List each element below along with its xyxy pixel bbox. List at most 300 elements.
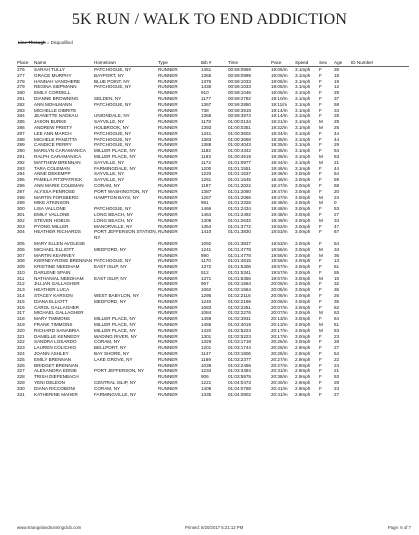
place-cell: 323 — [17, 345, 25, 351]
column-header: Place — [17, 60, 34, 67]
type-cell: RUNNER — [158, 72, 178, 78]
sex-cell: F — [319, 177, 322, 183]
name-cell: ANN MARIE COLEMAN — [34, 182, 84, 188]
hometown-cell: PORT WASHINGTON, NY — [94, 188, 149, 194]
disqualified-legend — [18, 40, 73, 45]
pace-cell: 19:05/m — [271, 84, 288, 90]
speed-cell: 2.9mph — [295, 391, 311, 397]
speed-cell: 3.1mph — [295, 90, 311, 96]
age-cell: 29 — [334, 90, 340, 96]
pace-cell: 20:13/m — [271, 322, 288, 328]
age-cell: 13 — [334, 258, 340, 264]
place-cell: 325 — [17, 356, 25, 362]
hometown-cell: PATCHOGUE, NY — [94, 67, 132, 72]
column-header: Bib # — [201, 60, 228, 67]
bib-cell: 981 — [201, 200, 209, 206]
speed-cell: 3.0mph — [295, 281, 311, 287]
age-cell: 26 — [334, 293, 340, 299]
speed-cell: 3.0mph — [295, 293, 311, 299]
time-cell: 01:03:2377 — [228, 356, 251, 362]
pace-cell: 19:48/m — [271, 206, 288, 212]
hometown-cell: MANORVILLE, NY — [94, 223, 133, 229]
speed-cell: 3.0mph — [295, 298, 311, 304]
speed-cell: 3.0mph — [295, 269, 311, 275]
age-cell: 29 — [334, 142, 340, 148]
speed-cell: 3.1mph — [295, 101, 311, 107]
sex-cell: F — [319, 142, 322, 148]
bib-cell: 1387 — [201, 188, 212, 194]
id-cell — [351, 392, 409, 398]
name-cell: KATHERINE MAHER — [34, 391, 78, 397]
name-cell: SANDRA LOSARDO — [34, 339, 77, 345]
time-cell: 01:03:1744 — [228, 345, 251, 351]
type-cell: RUNNER — [158, 211, 178, 217]
place-cell: 324 — [17, 351, 25, 357]
pace-cell: 19:47/m — [271, 182, 288, 188]
hometown-cell: PATCHOGUE, NY — [94, 101, 132, 107]
hometown-cell: HOLBROOK, NY — [94, 124, 129, 130]
name-cell: MARY TIMMONS — [34, 316, 70, 322]
type-cell: RUNNER — [158, 165, 178, 171]
pace-cell: 20:41/m — [271, 385, 288, 391]
type-cell: RUNNER — [158, 78, 178, 84]
name-cell: JEANETTE NADEAU — [34, 113, 78, 119]
sex-cell: F — [319, 171, 322, 177]
place-cell: 305 — [17, 240, 25, 246]
type-cell: RUNNER — [158, 148, 178, 154]
time-cell: 01:00:4342 — [228, 148, 251, 154]
sex-cell: F — [319, 148, 322, 154]
age-cell: 24 — [334, 385, 340, 391]
type-cell: RUNNER — [158, 362, 178, 368]
column-header: Sex — [319, 60, 334, 67]
sex-cell: F — [319, 240, 322, 246]
time-cell: 01:02:4019 — [228, 322, 251, 328]
column-header: Hometown — [94, 60, 158, 67]
type-cell: RUNNER — [158, 351, 178, 357]
time-cell: 01:03:3494 — [228, 368, 251, 374]
results-body — [17, 67, 409, 398]
bib-cell: 1172 — [201, 159, 211, 165]
sex-cell: M — [319, 246, 323, 252]
hometown-cell: SAYVILLE, NY — [94, 171, 125, 177]
place-cell: 314 — [17, 293, 25, 299]
bib-cell: 1234 — [201, 368, 212, 374]
name-cell: MATTHEW BRENNAN — [34, 159, 81, 165]
pace-cell: 19:47/m — [271, 194, 288, 200]
pace-cell: 20:38/m — [271, 374, 288, 380]
bib-cell: 1261 — [201, 177, 212, 183]
age-cell: 63 — [334, 327, 340, 333]
time-cell: 01:03:5975 — [228, 374, 251, 380]
time-cell: 01:04:0473 — [228, 380, 251, 386]
name-cell: PAMELA FITZPATRICK — [34, 177, 83, 183]
hometown-cell: WEST BABYLON, NY — [94, 293, 140, 299]
place-cell: 279 — [17, 84, 25, 90]
place-cell: 295 — [17, 177, 25, 183]
footer-printed: Printed: 5/20/2017 5:21:12 PM — [185, 525, 244, 530]
pace-cell: 19:11/m — [271, 101, 288, 107]
speed-cell: 2.9mph — [295, 345, 311, 351]
speed-cell: 2.9mph — [295, 362, 311, 368]
pace-cell: 20:27/m — [271, 356, 288, 362]
bib-cell: 1092 — [201, 240, 212, 246]
place-cell: 296 — [17, 182, 25, 188]
hometown-cell: UNIONDALE, NY — [94, 113, 130, 119]
type-cell: RUNNER — [158, 240, 178, 246]
place-cell: 277 — [17, 72, 25, 78]
bib-cell: 1388 — [201, 142, 212, 148]
hometown-cell: WADING RIVER, NY — [94, 333, 137, 339]
sex-cell: F — [319, 333, 322, 339]
pace-cell: 19:05/m — [271, 90, 288, 96]
sex-cell: M — [319, 119, 323, 125]
name-cell: HANNAH VANOHERE — [34, 78, 81, 84]
hometown-cell: PATCHOGUE, NY — [94, 206, 132, 212]
time-cell: 01:01:3837 — [228, 240, 251, 246]
bib-cell: 1201 — [201, 345, 212, 351]
speed-cell: 3.1mph — [295, 67, 311, 72]
age-cell: 64 — [334, 316, 340, 322]
column-header: ID Number — [351, 60, 409, 67]
time-cell: 01:02:1564 — [228, 281, 251, 287]
speed-cell: 3.1mph — [295, 136, 311, 142]
age-cell: 67 — [334, 229, 340, 235]
age-cell: 27 — [334, 391, 340, 397]
name-cell: MARTIN FORSBERG — [34, 194, 79, 200]
sex-cell: F — [319, 316, 322, 322]
age-cell: 55 — [334, 269, 340, 275]
bib-cell: 1368 — [201, 113, 212, 119]
age-cell: 20 — [334, 188, 340, 194]
id-cell — [351, 229, 409, 241]
age-cell: 68 — [334, 182, 340, 188]
bib-cell: 1039 — [201, 362, 212, 368]
name-cell: MARY ELLEN AVOLESE — [34, 240, 86, 246]
type-cell: RUNNER — [158, 287, 178, 293]
type-cell: RUNNER — [158, 101, 178, 107]
name-cell: KIERNEY-ROSE BRENNAN — [34, 258, 93, 264]
place-cell: 302 — [17, 217, 25, 223]
table-row — [17, 392, 409, 398]
age-cell: 61 — [334, 322, 340, 328]
speed-cell: 3.1mph — [295, 119, 311, 125]
name-cell: JASON BURKE — [34, 119, 67, 125]
speed-cell: 3.0mph — [295, 264, 311, 270]
sex-cell: F — [319, 380, 322, 386]
hometown-cell: PATCHOGUE, NY — [94, 142, 132, 148]
speed-cell: 3.0mph — [295, 316, 311, 322]
type-cell: RUNNER — [158, 269, 178, 275]
time-cell: 01:02:5223 — [228, 333, 251, 339]
sex-cell: M — [319, 194, 323, 200]
place-cell: 329 — [17, 380, 25, 386]
sex-cell: F — [319, 258, 322, 264]
age-cell: 37 — [334, 95, 340, 101]
speed-cell: 3.0mph — [295, 252, 311, 258]
sex-cell: F — [319, 351, 322, 357]
bib-cell: 512 — [201, 269, 209, 275]
sex-cell: F — [319, 113, 322, 119]
column-header: Pace — [271, 60, 295, 67]
speed-cell: 3.0mph — [295, 223, 311, 229]
place-cell: 320 — [17, 327, 25, 333]
name-cell: CAROL GALLAGHER — [34, 304, 80, 310]
bib-cell: 1458 — [201, 322, 212, 328]
sex-cell: F — [319, 78, 322, 84]
place-cell: 319 — [17, 322, 25, 328]
pace-cell: 20:07/m — [271, 310, 288, 316]
name-cell: KRISTINE NEEDHAM — [34, 264, 80, 270]
pace-cell: 20:25/m — [271, 351, 288, 357]
type-cell: RUNNER — [158, 380, 178, 386]
type-cell: RUNNER — [158, 194, 178, 200]
place-cell: 292 — [17, 159, 25, 165]
place-cell: 291 — [17, 153, 25, 159]
hometown-cell: SAYVILLE, NY — [94, 177, 125, 183]
place-cell: 294 — [17, 171, 25, 177]
sex-cell: F — [319, 385, 322, 391]
sex-cell: F — [319, 101, 322, 107]
name-cell: SARAH TULLY — [34, 67, 65, 72]
time-cell: 01:00:0351 — [228, 124, 251, 130]
name-cell: MARTIN KEARNEY — [34, 252, 75, 258]
sex-cell: F — [319, 287, 322, 293]
age-cell: 59 — [334, 177, 340, 183]
age-cell: 24 — [334, 194, 340, 200]
type-cell: RUNNER — [158, 258, 178, 264]
time-cell: 01:01:2326 — [228, 200, 251, 206]
speed-cell: 3.1mph — [295, 95, 311, 101]
name-cell: JILLIAN GALLAGHER — [34, 281, 80, 287]
speed-cell: 3.1mph — [295, 72, 311, 78]
sex-cell: F — [319, 206, 322, 212]
speed-cell: 3.0mph — [295, 188, 311, 194]
bib-cell: 906 — [201, 374, 209, 380]
age-cell: 28 — [334, 380, 340, 386]
speed-cell: 3.0mph — [295, 171, 311, 177]
bib-cell: 890 — [201, 252, 209, 258]
sex-cell: F — [319, 345, 322, 351]
name-cell: JOANN ASHLEY — [34, 351, 69, 357]
pace-cell: 19:44/m — [271, 159, 288, 165]
place-cell: 299 — [17, 200, 25, 206]
place-cell: 330 — [17, 385, 25, 391]
pace-cell: 20:17/m — [271, 333, 288, 339]
type-cell: RUNNER — [158, 119, 178, 125]
time-cell: 01:01:3772 — [228, 223, 251, 229]
pace-cell: 19:56/m — [271, 252, 288, 258]
place-cell: 318 — [17, 316, 25, 322]
hometown-cell: PATCHOGUE, NY — [94, 84, 132, 90]
name-cell: MICHELLE DIBRITE — [34, 107, 77, 113]
pace-cell: 20:06/m — [271, 298, 288, 304]
hometown-cell: LONG BEACH, NY — [94, 211, 134, 217]
age-cell: 24 — [334, 362, 340, 368]
name-cell: MICHAEL GALLAGHER — [34, 310, 84, 316]
pace-cell: 19:34/m — [271, 130, 288, 136]
name-cell: MICHELE PANZITTA — [34, 136, 78, 142]
time-cell: 01:03:2456 — [228, 362, 251, 368]
type-cell: RUNNER — [158, 246, 178, 252]
type-cell: RUNNER — [158, 293, 178, 299]
place-cell: 315 — [17, 298, 25, 304]
speed-cell: 3.0mph — [295, 333, 311, 339]
bib-cell: 1170 — [201, 258, 211, 264]
pace-cell: 19:47/m — [271, 188, 288, 194]
name-cell: ALEXANDRA EDNIE — [34, 368, 77, 374]
age-cell: 54 — [334, 171, 340, 177]
age-cell: 53 — [334, 206, 340, 212]
age-cell: 34 — [334, 107, 340, 113]
place-cell: 310 — [17, 269, 25, 275]
name-cell: HEATHER LUCA — [34, 287, 70, 293]
bib-cell: 1354 — [201, 223, 212, 229]
type-cell: RUNNER — [158, 264, 178, 270]
bib-cell: 1169 — [201, 356, 211, 362]
pace-cell: 19:46/m — [271, 177, 288, 183]
type-cell: RUNNER — [158, 368, 178, 374]
type-cell: RUNNER — [158, 171, 178, 177]
pace-cell: 19:35/m — [271, 136, 288, 142]
speed-cell: 3.0mph — [295, 182, 311, 188]
bib-cell: 1083 — [201, 304, 212, 310]
place-cell: 317 — [17, 310, 25, 316]
hometown-cell: EAST ISLIP, NY — [94, 275, 127, 281]
pace-cell: 19:05/m — [271, 78, 288, 84]
bib-cell: 1147 — [201, 351, 211, 357]
place-cell: 288 — [17, 136, 25, 142]
sex-cell: F — [319, 165, 322, 171]
pace-cell: 20:40/m — [271, 380, 288, 386]
sex-cell: F — [319, 304, 322, 310]
speed-cell: 3.0mph — [295, 240, 311, 246]
sex-cell: F — [319, 188, 322, 194]
bib-cell: 1409 — [201, 385, 212, 391]
place-cell: 321 — [17, 333, 25, 339]
type-cell: RUNNER — [158, 374, 178, 380]
sex-cell: F — [319, 130, 322, 136]
hometown-cell: MILLER PLACE, NY — [94, 148, 136, 154]
time-cell: 01:02:1564 — [228, 287, 251, 293]
age-cell: 21 — [334, 368, 340, 374]
bib-cell: 1372 — [201, 264, 212, 270]
type-cell: RUNNER — [158, 252, 178, 258]
bib-cell: 1062 — [201, 287, 212, 293]
age-cell: 44 — [334, 130, 340, 136]
pace-cell: 19:52/m — [271, 223, 288, 229]
place-cell: 328 — [17, 374, 25, 380]
hometown-cell: FARMINGVILLE, NY — [94, 391, 137, 397]
hometown-cell: CORAM, NY — [94, 339, 121, 345]
pace-cell: 20:05/m — [271, 281, 288, 287]
place-cell: 300 — [17, 206, 25, 212]
name-cell: NATHANIAL NEEDHAM — [34, 275, 84, 281]
name-cell: ANDREW PRIETY — [34, 124, 73, 130]
age-cell: 16 — [334, 275, 340, 281]
hometown-cell: LONG BEACH, NY — [94, 217, 134, 223]
hometown-cell: PORT JEFFERSON STATION, NY — [94, 229, 157, 241]
bib-cell: 1182 — [201, 148, 211, 154]
age-cell: 36 — [334, 252, 340, 258]
sex-cell: F — [319, 229, 322, 235]
pace-cell: 19:05/m — [271, 67, 288, 72]
bib-cell: 1365 — [201, 72, 212, 78]
bib-cell: 738 — [201, 107, 209, 113]
type-cell: RUNNER — [158, 316, 178, 322]
sex-cell: M — [319, 310, 323, 316]
hometown-cell: HAMPTON BAYS, NY — [94, 194, 140, 200]
speed-cell: 2.9mph — [295, 368, 311, 374]
place-cell: 316 — [17, 304, 25, 310]
bib-cell: 1178 — [201, 119, 211, 125]
hometown-cell: SELDEN, NY — [94, 95, 122, 101]
speed-cell: 3.1mph — [295, 84, 311, 90]
type-cell: RUNNER — [158, 159, 178, 165]
age-cell: 26 — [334, 67, 340, 72]
type-cell: RUNNER — [158, 153, 178, 159]
age-cell: 32 — [334, 281, 340, 287]
pace-cell: 20:07/m — [271, 304, 288, 310]
place-cell: 309 — [17, 264, 25, 270]
time-cell: 01:01:4778 — [228, 252, 251, 258]
name-cell: EMILY BRENNAN — [34, 356, 72, 362]
place-cell: 282 — [17, 101, 25, 107]
pace-cell: 19:49/m — [271, 217, 288, 223]
speed-cell: 3.0mph — [295, 177, 311, 183]
bib-cell: 1177 — [201, 95, 211, 101]
age-cell: 63 — [334, 310, 340, 316]
pace-cell: 19:48/m — [271, 200, 288, 206]
results-table — [17, 60, 409, 397]
speed-cell: 2.9mph — [295, 374, 311, 380]
type-cell: RUNNER — [158, 281, 178, 287]
sex-cell: F — [319, 391, 322, 397]
pace-cell: 20:25/m — [271, 339, 288, 345]
hometown-cell: PATCHOGUE, NY — [94, 258, 132, 264]
age-cell: 54 — [334, 240, 340, 246]
pace-cell: 19:46/m — [271, 165, 288, 171]
hometown-cell: BELLPORT, NY — [94, 345, 127, 351]
place-cell: 286 — [17, 124, 25, 130]
sex-cell: F — [319, 72, 322, 78]
time-cell: 01:01:1645 — [228, 177, 251, 183]
time-cell: 01:01:5306 — [228, 264, 251, 270]
place-cell: 293 — [17, 165, 25, 171]
speed-cell: 3.0mph — [295, 275, 311, 281]
name-cell: MIKE ATKINSON — [34, 200, 70, 206]
speed-cell: 3.0mph — [295, 194, 311, 200]
place-cell: 281 — [17, 95, 25, 101]
name-cell: TRISH DIEFENBACH — [34, 374, 79, 380]
sex-cell: M — [319, 124, 323, 130]
pace-cell: 19:21/m — [271, 119, 288, 125]
age-cell: 51 — [334, 264, 340, 270]
type-cell: RUNNER — [158, 182, 178, 188]
place-cell: 280 — [17, 90, 25, 96]
hometown-cell: CORAM, NY — [94, 182, 121, 188]
hometown-cell: PATCHOGUE, NY — [94, 130, 132, 136]
type-cell: RUNNER — [158, 90, 178, 96]
time-cell: 01:00:3602 — [228, 130, 251, 136]
sex-cell: F — [319, 67, 322, 72]
name-cell: REGINA SIEPMANN — [34, 84, 77, 90]
age-cell: 47 — [334, 223, 340, 229]
type-cell: RUNNER — [158, 229, 178, 235]
name-cell: EMILY VALLONE — [34, 211, 70, 217]
time-cell: 01:02:3931 — [228, 316, 251, 322]
bib-cell: 1459 — [201, 316, 212, 322]
